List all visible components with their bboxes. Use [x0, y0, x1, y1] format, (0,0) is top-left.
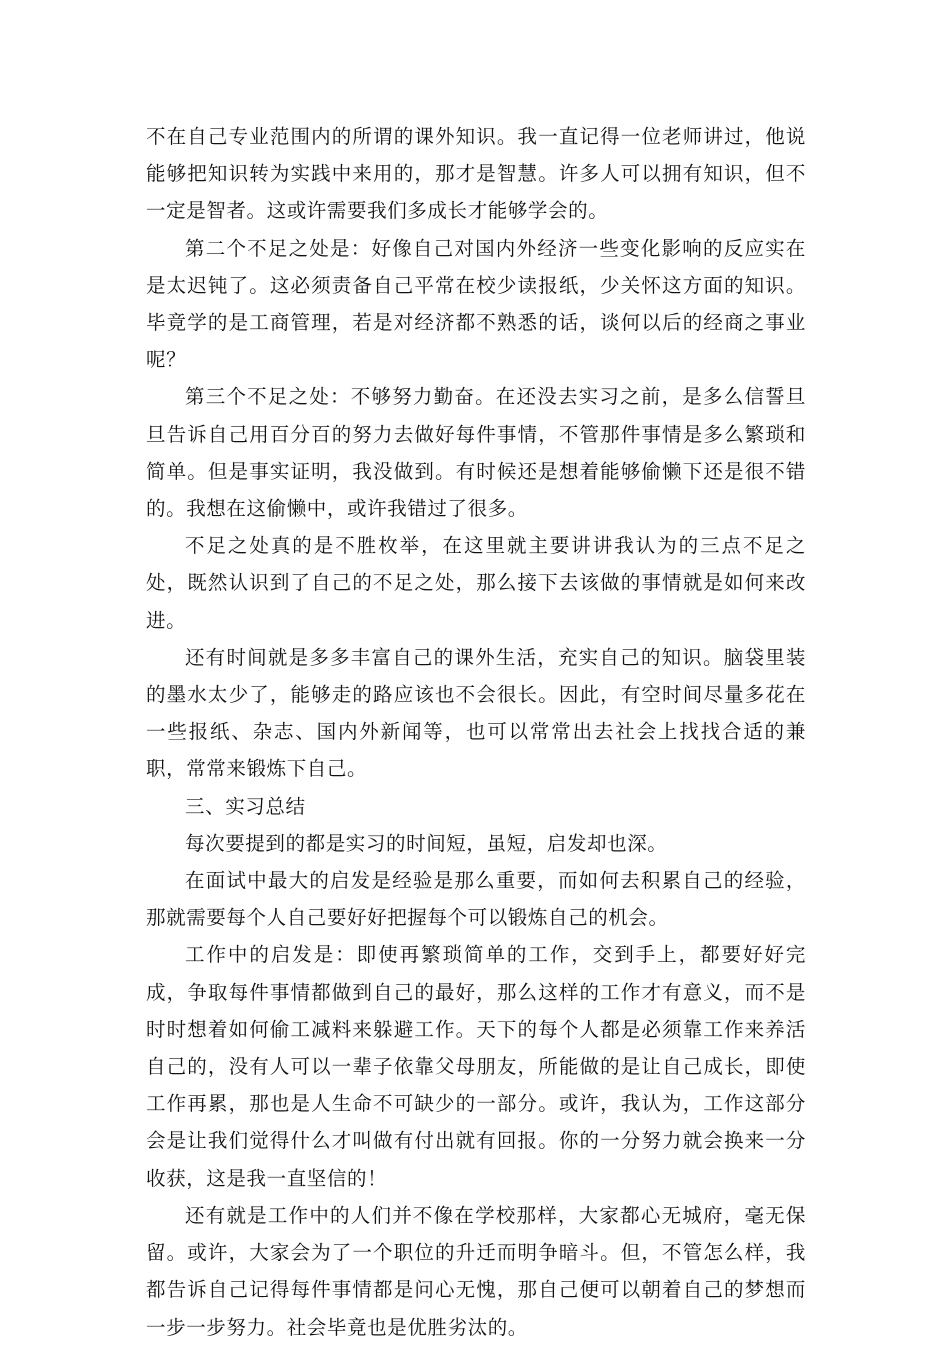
paragraph-third-shortcoming: 第三个不足之处：不够努力勤奋。在还没去实习之前，是多么信誓旦旦告诉自己用百分百的努力去做好每件事情，不管那件事情是多么繁琐和简单。但是事实证明，我没做到。有时候还是想着能够偷懒下还是很不错的。我想在这偷懒中，或许我错过了很多。	[146, 385, 806, 521]
section-heading-internship-summary: 三、实习总结	[185, 794, 306, 818]
paragraph-second-shortcoming: 第二个不足之处是：好像自己对国内外经济一些变化影响的反应实在是太迟钝了。这必须责备自己平常在校少读报纸，少关怀这方面的知识。毕竟学的是工商管理，若是对经济都不熟悉的话，谈何以后的经商之事业呢？	[146, 236, 806, 372]
paragraph-continuation: 不在自己专业范围内的所谓的课外知识。我一直记得一位老师讲过，他说能够把知识转为实践中来用的，那才是智慧。许多人可以拥有知识，但不一定是智者。这或许需要我们多成长才能够学会的。	[146, 125, 806, 223]
paragraph-work-lesson: 工作中的启发是：即使再繁琐简单的工作，交到手上，都要好好完成，争取每件事情都做到自己的最好，那么这样的工作才有意义，而不是时时想着如何偷工减料来躲避工作。天下的每个人都是必须靠工作来养活自己的，没有人可以一辈子依靠父母朋友，所能做的是让自己成长，即使工作再累，那也是人生命不可缺少的一部分。或许，我认为，工作这部分会是让我们觉得什么才叫做有付出就有回报。你的一分努力就会换来一分收获，这是我一直坚信的！	[146, 943, 806, 1190]
document-page	[146, 118, 806, 1346]
paragraph-shortcomings-summary: 不足之处真的是不胜枚举，在这里就主要讲讲我认为的三点不足之处，既然认识到了自己的不足之处，那么接下去该做的事情就是如何来改进。	[146, 534, 806, 632]
paragraph-improvement: 还有时间就是多多丰富自己的课外生活，充实自己的知识。脑袋里装的墨水太少了，能够走的路应该也不会很长。因此，有空时间尽量多花在一些报纸、杂志、国内外新闻等，也可以常常出去社会上找找合适的兼职，常常来锻炼下自己。	[146, 645, 806, 781]
paragraph-workplace-people: 还有就是工作中的人们并不像在学校那样，大家都心无城府，毫无保留。或许，大家会为了一个职位的升迁而明争暗斗。但，不管怎么样，我都告诉自己记得每件事情都是问心无愧，那自己便可以朝着自己的梦想而一步一步努力。社会毕竟也是优胜劣汰的。	[146, 1203, 806, 1339]
paragraph-summary-intro: 每次要提到的都是实习的时间短，虽短，启发却也深。	[185, 831, 668, 855]
paragraph-interview-lesson: 在面试中最大的启发是经验是那么重要，而如何去积累自己的经验，那就需要每个人自己要好好把握每个可以锻炼自己的机会。	[146, 869, 806, 930]
